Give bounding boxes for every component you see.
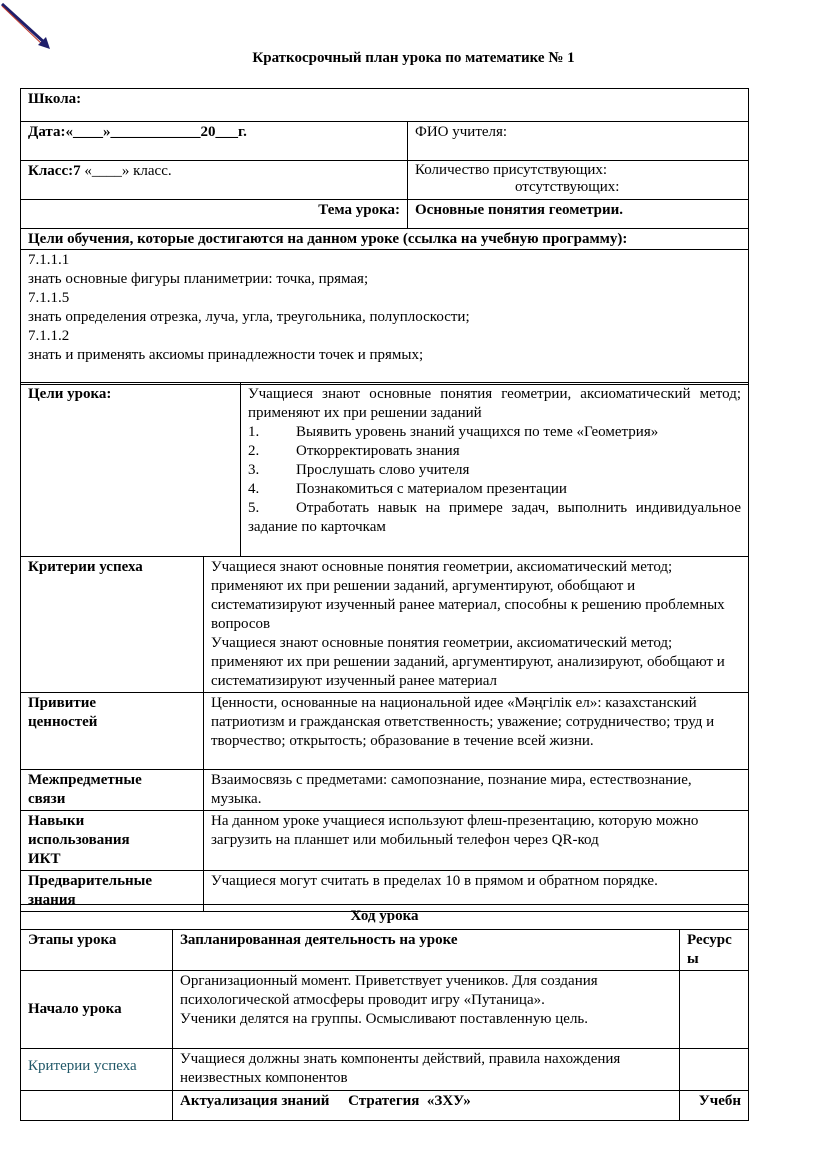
present-label: Количество присутствующих:: [415, 162, 608, 178]
class-value: «____» класс.: [80, 163, 172, 179]
lesson-goals-label: Цели урока:: [21, 383, 241, 557]
school-field: Школа:: [21, 89, 749, 122]
arrow-annotation-icon: [0, 0, 60, 55]
document-title: Краткосрочный план урока по математике № 1: [252, 50, 575, 66]
header-table: [20, 88, 749, 385]
lesson-step: 2. Откорректировать знания: [248, 443, 460, 459]
goal-text: знать основные фигуры планиметрии: точка, прямая;: [28, 271, 369, 287]
goal-code: 7.1.1.2: [28, 328, 70, 344]
stage-resources: Учебн: [680, 1091, 749, 1121]
row-label: Предварительные знания: [21, 871, 204, 912]
stage-name: Критерии успеха: [21, 1049, 173, 1091]
learning-goals-list: [21, 250, 749, 385]
row-label: Критерии успеха: [21, 557, 204, 693]
row-content: [204, 557, 749, 693]
topic-label: Тема урока:: [21, 200, 408, 229]
stage-resources: [680, 971, 749, 1049]
teacher-field: ФИО учителя:: [408, 122, 749, 161]
row-content: Ценности, основанные на национальной идее «Мәңгілік ел»: казахстанский патриотизм и гражданская ответственность; уважение; сотрудничество; труд и творчество; открытость; образование в течение всей жизни.: [204, 693, 749, 770]
column-header-stage: Этапы урока: [21, 930, 173, 971]
goal-text: знать и применять аксиомы принадлежности точек и прямых;: [28, 347, 424, 363]
topic-value: Основные понятия геометрии.: [408, 200, 749, 229]
class-field: [21, 161, 408, 200]
class-label: Класс:7: [28, 163, 81, 179]
paragraph: Ученики делятся на группы. Осмысливают поставленную цель.: [180, 1011, 589, 1027]
goal-code: 7.1.1.1: [28, 252, 70, 268]
absent-label: отсутствующих:: [515, 179, 620, 195]
lesson-goals-table: [20, 382, 749, 557]
row-content: На данном уроке учащиеся используют флеш-презентацию, которую можно загрузить на планшет или мобильный телефон через QR-код: [204, 811, 749, 871]
lesson-goals-intro: Учащиеся знают основные понятия геометрии, аксиоматический метод; применяют их при решении заданий: [248, 386, 741, 421]
column-header-activity: Запланированная деятельность на уроке: [173, 930, 680, 971]
lesson-step: 1. Выявить уровень знаний учащихся по теме «Геометрия»: [248, 424, 659, 440]
lesson-step: 4. Познакомиться с материалом презентации: [248, 481, 567, 497]
paragraph: Организационный момент. Приветствует учеников. Для создания психологической атмосферы проводит игру «Путаница».: [180, 973, 598, 1008]
row-label: Привитие ценностей: [21, 693, 204, 770]
stage-activity: [173, 971, 680, 1049]
learning-goals-heading: Цели обучения, которые достигаются на данном уроке (ссылка на учебную программу):: [21, 229, 749, 250]
details-table: [20, 556, 749, 912]
lesson-step: 5. Отработать навык на примере задач, выполнить индивидуальное задание по карточкам: [248, 500, 741, 535]
lesson-step: 3. Прослушать слово учителя: [248, 462, 470, 478]
goal-code: 7.1.1.5: [28, 290, 70, 306]
date-field: Дата:«____»____________20___г.: [21, 122, 408, 161]
stage-activity: Учащиеся должны знать компоненты действий, правила нахождения неизвестных компонентов: [173, 1049, 680, 1091]
row-label: Навыки использования ИКТ: [21, 811, 204, 871]
lesson-flow-heading: Ход урока: [21, 905, 749, 930]
attendance-field: [408, 161, 749, 200]
stage-name: [21, 1091, 173, 1121]
row-content: Взаимосвязь с предметами: самопознание, познание мира, естествознание, музыка.: [204, 770, 749, 811]
stage-activity: Актуализация знаний Стратегия «ЗХУ»: [173, 1091, 680, 1121]
row-label: Межпредметные связи: [21, 770, 204, 811]
paragraph: Учащиеся знают основные понятия геометрии, аксиоматический метод; применяют их при решении заданий, аргументируют, анализируют, обобщают и систематизируют изученный ранее материал: [211, 635, 725, 689]
stage-name: Начало урока: [21, 971, 173, 1049]
stage-resources: [680, 1049, 749, 1091]
column-header-resources: Ресурсы: [680, 930, 749, 971]
lesson-goals-content: [241, 383, 749, 557]
paragraph: Учащиеся знают основные понятия геометрии, аксиоматический метод; применяют их при решении заданий, аргументируют, обобщают и систематизируют изученный ранее материал, способны к решению проблемных вопросов: [211, 559, 725, 632]
goal-text: знать определения отрезка, луча, угла, треугольника, полуплоскости;: [28, 309, 470, 325]
lesson-flow-table: [20, 904, 749, 1121]
row-content: Учащиеся могут считать в пределах 10 в прямом и обратном порядке.: [204, 871, 749, 912]
